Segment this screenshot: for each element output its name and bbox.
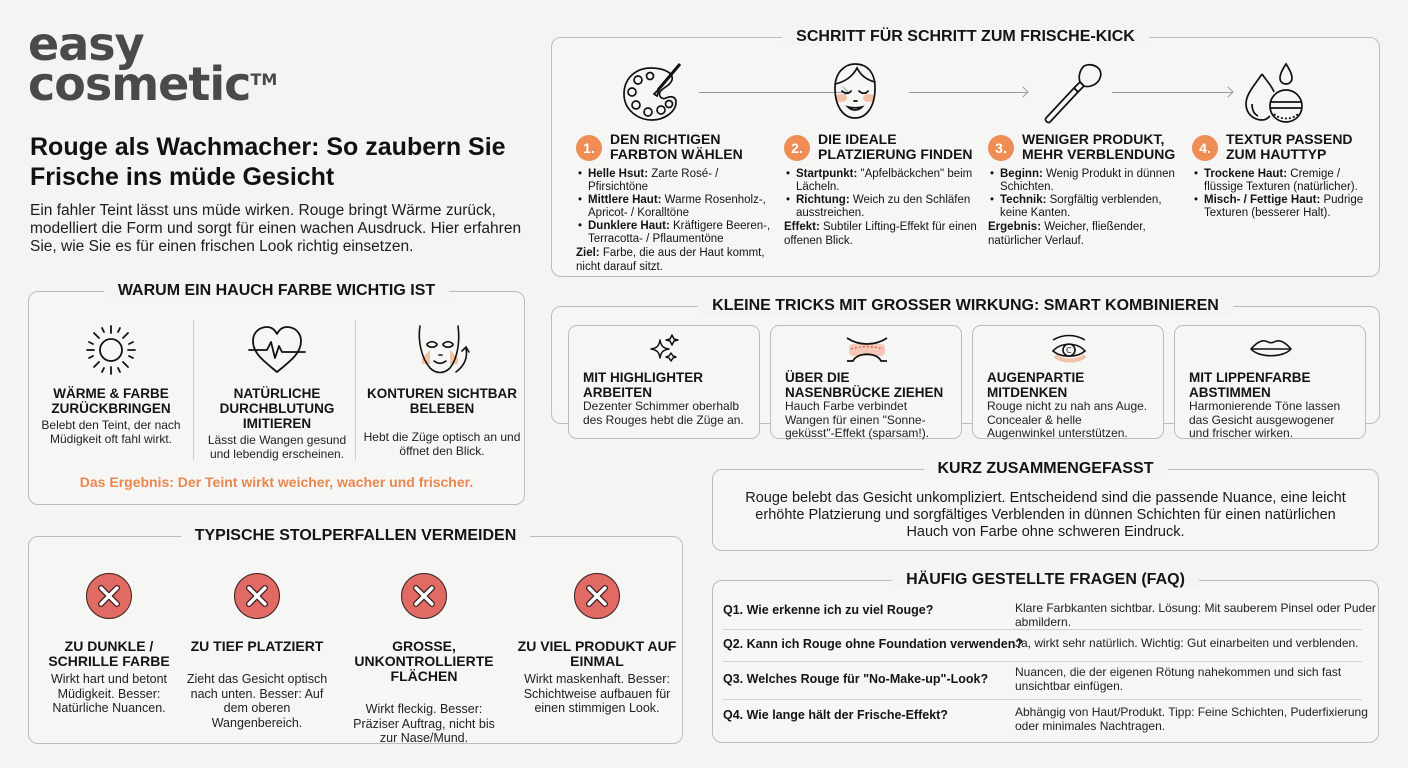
palette-icon (596, 58, 706, 128)
faq-answer: Ja, wirkt sehr natürlich. Wichtig: Gut einarbeiten und verblenden. (1015, 636, 1359, 650)
faq-question: Q1. Wie erkenne ich zu viel Rouge? (723, 603, 934, 617)
pitfall-item (177, 573, 337, 730)
step-title: DIE IDEALE PLATZIERUNG FINDEN (818, 131, 973, 162)
step-bullet: • Startpunkt: "Apfelbäckchen" beim Lächeln. (784, 168, 984, 193)
trick-title: MIT HIGHLIGHTER ARBEITEN (583, 370, 703, 400)
faq-row (723, 630, 1362, 662)
pitfall-item (517, 573, 677, 716)
pitfall-title: ZU TIEF PLATZIERT (190, 638, 324, 654)
faq-question: Q3. Welches Rouge für "No-Make-up"-Look? (723, 672, 989, 686)
nose-bridge-icon (785, 332, 949, 366)
trick-title: ÜBER DIE NASENBRÜCKE ZIEHEN (785, 370, 944, 400)
eye-icon (987, 332, 1151, 366)
brush-icon (1018, 58, 1128, 128)
x-circle-icon (401, 573, 447, 619)
section-title: SCHRITT FÜR SCHRITT ZUM FRISCHE-KICK (552, 27, 1379, 47)
face-contour-icon (362, 320, 522, 380)
texture-drops-icon (1218, 58, 1328, 128)
step-number-badge: 1. (576, 135, 602, 161)
svg-text:C: C (1066, 346, 1072, 355)
step-title: DEN RICHTIGEN FARBTON WÄHLEN (610, 131, 743, 162)
trick-title: MIT LIPPENFARBE ABSTIMMEN (1189, 370, 1311, 400)
trick-card (770, 325, 962, 439)
x-circle-icon (574, 573, 620, 619)
faq-row (723, 597, 1376, 630)
faq-answer: Klare Farbkanten sichtbar. Lösung: Mit sauberem Pinsel oder Puder abmildern. (1015, 601, 1376, 629)
divider (355, 320, 356, 460)
faq-question: Q2. Kann ich Rouge ohne Foundation verwenden? (723, 637, 1024, 651)
trick-card (1174, 325, 1366, 439)
section-title: TYPISCHE STOLPERFALLEN VERMEIDEN (29, 526, 682, 546)
summary-text: Rouge belebt das Gesicht unkompliziert. Entscheidend sind die passende Nuance, eine leicht erhöhte Platzierung und sorgfältiges Verblenden in dünnen Schichten für einen natürlichen Hauch von Farbe ohne schweren Eindruck. (745, 490, 1346, 540)
face-blush-icon (800, 58, 910, 128)
trick-text: Harmonierende Töne lassen das Gesicht ausgewogener und frischer wirken. (1189, 399, 1341, 440)
step-note: Ziel: Farbe, die aus der Haut kommt, nicht darauf sitzt. (576, 247, 765, 273)
pitfall-title: ZU DUNKLE / SCHRILLE FARBE (48, 638, 170, 669)
step-title: TEXTUR PASSEND ZUM HAUTTYP (1226, 131, 1353, 162)
why-item (197, 320, 357, 461)
why-item (31, 320, 191, 446)
step-number-badge: 2. (784, 135, 810, 161)
sparkle-icon (583, 332, 747, 366)
divider (193, 320, 194, 460)
pitfalls-panel (28, 527, 683, 745)
why-item-title: KONTUREN SICHTBAR BELEBEN (367, 386, 517, 416)
steps-panel (551, 28, 1380, 277)
trick-card (972, 325, 1164, 439)
trick-text: Hauch Farbe verbindet Wangen für einen "Sonne-geküsst"-Effekt (sparsam!). (785, 399, 930, 440)
faq-panel (712, 571, 1379, 743)
why-item-title: NATÜRLICHE DURCHBLUTUNG IMITIEREN (219, 386, 335, 431)
step-note: Effekt: Subtiler Lifting-Effekt für einen offenen Blick. (784, 221, 977, 247)
faq-question: Q4. Wie lange hält der Frische-Effekt? (723, 708, 948, 722)
faq-row (723, 662, 1362, 700)
brand-logo (28, 17, 278, 111)
why-item-title: WÄRME & FARBE ZURÜCKBRINGEN (51, 386, 171, 416)
lips-icon (1189, 332, 1353, 366)
page-title: Rouge als Wachmacher: So zaubern Sie Frische ins müde Gesicht (30, 133, 506, 191)
result-text: Das Ergebnis: Der Teint wirkt weicher, wacher und frischer. (79, 474, 474, 490)
section-title: KLEINE TRICKS MIT GROSSER WIRKUNG: SMART KOMBINIEREN (552, 296, 1379, 316)
x-circle-icon (86, 573, 132, 619)
faq-answer: Abhängig von Haut/Produkt. Tipp: Feine Schichten, Puderfixierung oder minimales Nachtragen. (1015, 705, 1368, 733)
pitfall-text: Wirkt hart und betont Müdigkeit. Besser: Natürliche Nuancen. (50, 672, 168, 715)
step-item (1192, 58, 1372, 220)
pitfall-text: Zieht das Gesicht optisch nach unten. Besser: Auf dem oberen Wangenbereich. (186, 672, 328, 730)
faq-row (723, 700, 1368, 736)
step-title: WENIGER PRODUKT, MEHR VERBLENDUNG (1022, 131, 1176, 162)
step-number-badge: 3. (988, 135, 1014, 161)
why-item-text: Lässt die Wangen gesund und lebendig erscheinen. (207, 433, 347, 461)
step-bullet: • Misch- / Fettige Haut: Pudrige Texturen (besserer Halt). (1192, 194, 1372, 219)
faq-answer: Nuancen, die der eigenen Rötung nahekommen und sich fast unsichtbar einfügen. (1015, 665, 1342, 693)
step-item (784, 58, 984, 248)
step-bullet: • Technik: Sorgfältig verblenden, keine Kanten. (988, 194, 1188, 219)
pitfall-title: GROSSE, UNKONTROLLIERTE FLÄCHEN (354, 638, 494, 684)
pitfall-text: Wirkt maskenhaft. Besser: Schichtweise aufbauen für einen stimmigen Look. (523, 672, 671, 715)
section-title: HÄUFIG GESTELLTE FRAGEN (FAQ) (713, 570, 1378, 590)
pitfall-title: ZU VIEL PRODUKT AUF EINMAL (517, 638, 677, 669)
step-number-badge: 4. (1192, 135, 1218, 161)
intro-text: Ein fahler Teint lässt uns müde wirken. Rouge bringt Wärme zurück, modelliert die Form und sorgt für einen wachen Ausdruck. Hier erfahren Sie, wie Sie es für einen frischen Look richtig einsetzen. (30, 202, 522, 255)
brand-line-2: cosmetic (28, 57, 251, 111)
pitfall-item (344, 573, 504, 746)
why-item-text: Hebt die Züge optisch an und öffnet den Blick. (363, 430, 521, 458)
step-bullet: • Dunklere Haut: Kräftigere Beeren-, Terracotta- / Pflaumentöne (576, 220, 776, 245)
section-title: WARUM EIN HAUCH FARBE WICHTIG IST (29, 281, 524, 301)
brand-line-1: easy (28, 17, 144, 71)
step-item (576, 58, 776, 274)
step-item (988, 58, 1188, 248)
x-circle-icon (234, 573, 280, 619)
step-bullet: • Richtung: Weich zu den Schläfen ausstreichen. (784, 194, 984, 219)
step-note: Ergebnis: Weicher, fließender, natürlicher Verlauf. (988, 221, 1146, 247)
why-panel (28, 282, 525, 505)
trick-text: Dezenter Schimmer oberhalb des Rouges hebt die Züge an. (583, 399, 744, 427)
trick-text: Rouge nicht zu nah ans Auge. Concealer & helle Augenwinkel unterstützen. (987, 399, 1148, 440)
pitfall-text: Wirkt fleckig. Besser: Präziser Auftrag, nicht bis zur Nase/Mund. (353, 702, 495, 745)
why-item (362, 320, 522, 458)
section-title: KURZ ZUSAMMENGEFASST (713, 459, 1378, 479)
heart-pulse-icon (197, 320, 357, 380)
why-item-text: Belebt den Teint, der nach Müdigkeit oft fahl wirkt. (41, 418, 181, 446)
pitfall-item (29, 573, 189, 716)
sun-icon (31, 320, 191, 380)
trick-title: AUGENPARTIE MITDENKEN (987, 370, 1085, 400)
step-bullet: • Mittlere Haut: Warme Rosenholz-, Apricot- / Koralltöne (576, 194, 776, 219)
tricks-panel (551, 297, 1380, 440)
step-bullet: • Helle Hsut: Zarte Rosé- / Pfirsichtöne (576, 168, 776, 193)
trick-card (568, 325, 760, 439)
step-bullet: • Trockene Haut: Cremige / flüssige Texturen (natürlicher). (1192, 168, 1372, 193)
summary-panel (712, 460, 1379, 551)
trademark: TM (250, 70, 278, 89)
step-bullet: • Beginn: Wenig Produkt in dünnen Schichten. (988, 168, 1188, 193)
